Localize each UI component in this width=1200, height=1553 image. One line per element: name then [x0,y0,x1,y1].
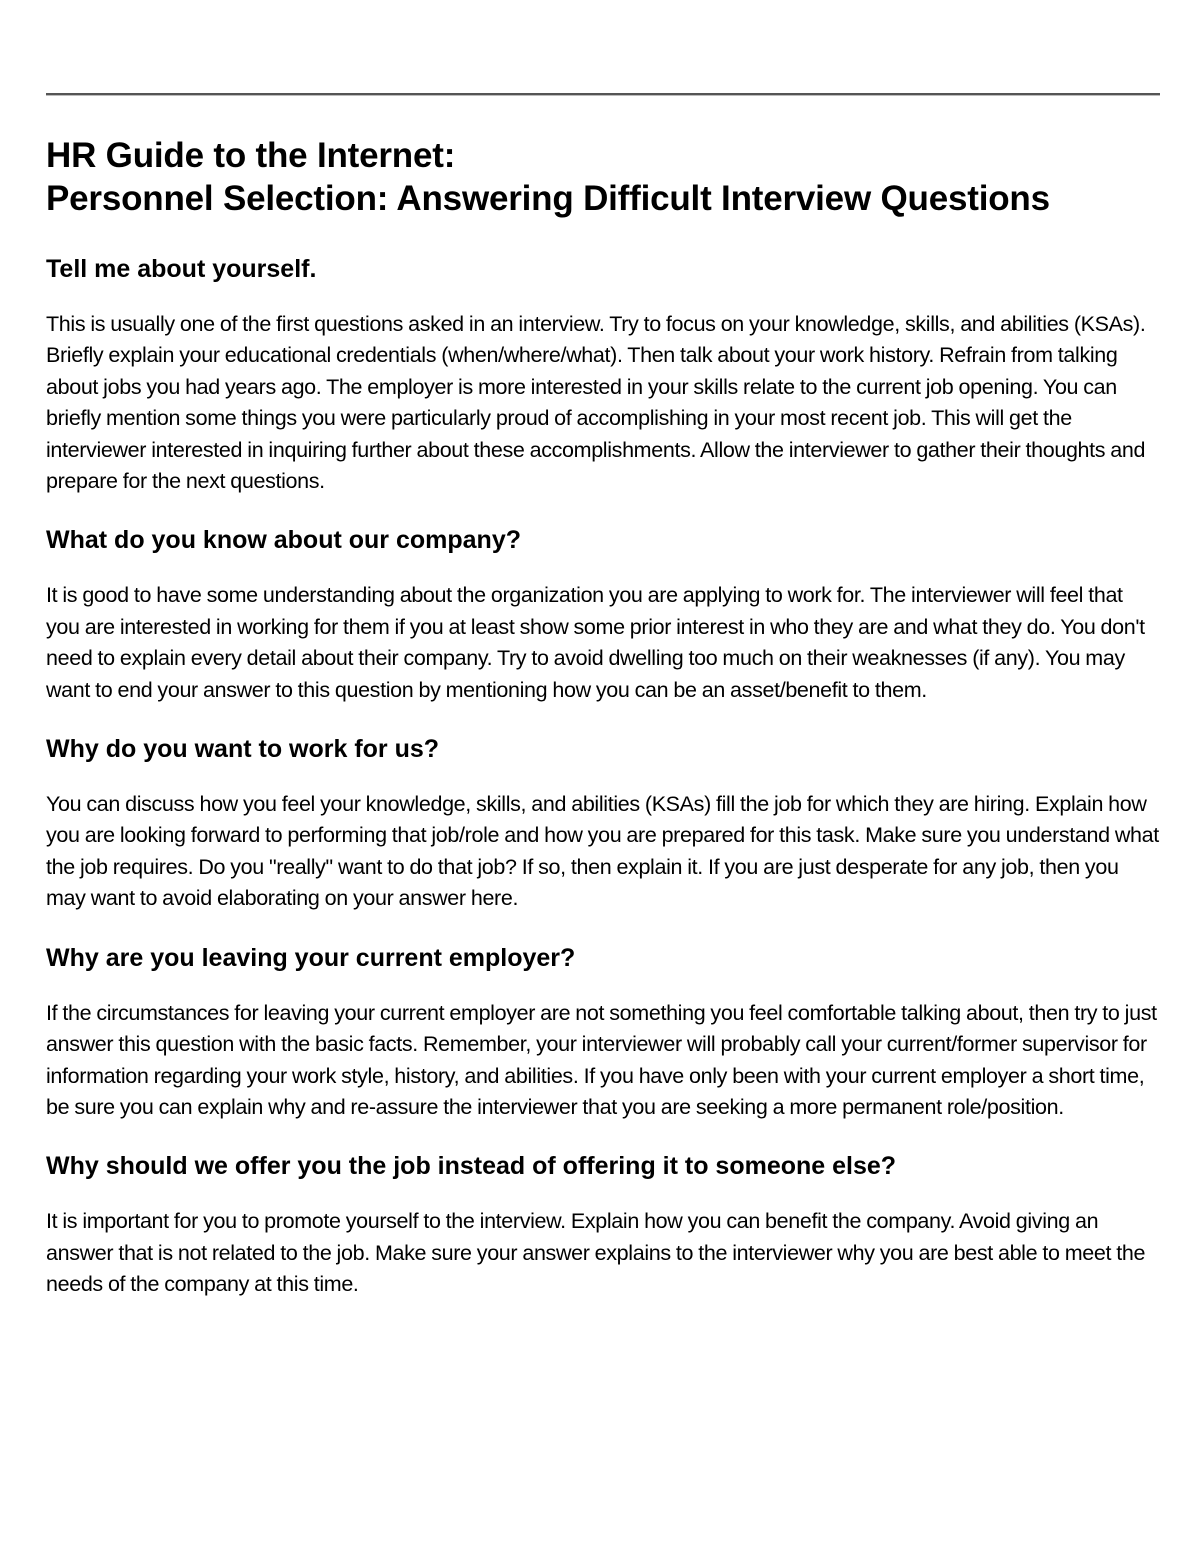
section-heading: Why do you want to work for us? [46,735,440,764]
section-why-offer-you-job [46,1147,1160,1300]
section-leaving-current-employer [46,939,1160,1124]
document-title-line-2: Personnel Selection: Answering Difficult Interview Questions [46,179,1050,218]
section-heading: Why are you leaving your current employer? [46,943,576,972]
document-title [46,134,1050,220]
document-title-line-1: HR Guide to the Internet: [46,136,456,175]
section-tell-me-about-yourself [46,250,1160,497]
section-heading: Tell me about yourself. [46,255,317,283]
section-why-work-for-us [46,730,1160,915]
section-paragraph: This is usually one of the first questions asked in an interview. Try to focus on your knowledge, skills, and abilities (KSAs). Briefly explain your educational credentials (when/where/what). Then talk about your work history. Refrain from talking about jobs you had years ago. The employer is more interested in your skills relate to the current job opening. You can briefly mention some things you were particularly proud of accomplishing in your most recent job. This will get the interviewer interested in inquiring further about these accomplishments. Allow the interviewer to gather their thoughts and prepare for the next questions. [46,312,1146,494]
section-paragraph: You can discuss how you feel your knowledge, skills, and abilities (KSAs) fill the job for which they are hiring. Explain how you are looking forward to performing that job/role and how you are prepared for this task. Make sure you understand what the job requires. Do you "really" want to do that job? If so, then explain it. If you are just desperate for any job, then you may want to avoid elaborating on your answer here. [46,792,1159,911]
section-heading: What do you know about our company? [46,526,521,555]
section-heading: Why should we offer you the job instead of offering it to someone else? [46,1152,897,1181]
document-content [46,250,1160,1325]
section-paragraph: It is important for you to promote yourself to the interview. Explain how you can benefit the company. Avoid giving an answer that is not related to the job. Make sure your answer explains to the interviewer why you are best able to meet the needs of the company at this time. [46,1209,1146,1297]
horizontal-rule [46,93,1160,96]
section-know-about-company [46,521,1160,706]
section-paragraph: If the circumstances for leaving your current employer are not something you feel comfortable talking about, then try to just answer this question with the basic facts. Remember, your interviewer will probably call your current/former supervisor for information regarding your work style, history, and abilities. If you have only been with your current employer a short time, be sure you can explain why and re-assure the interviewer that you are seeking a more permanent role/position. [46,1000,1157,1119]
section-paragraph: It is good to have some understanding about the organization you are applying to work for. The interviewer will feel that you are interested in working for them if you at least show some prior interest in who they are and what they do. You don't need to explain every detail about their company. Try to avoid dwelling too much on their weaknesses (if any). You may want to end your answer to this question by mentioning how you can be an asset/benefit to them. [46,583,1145,702]
